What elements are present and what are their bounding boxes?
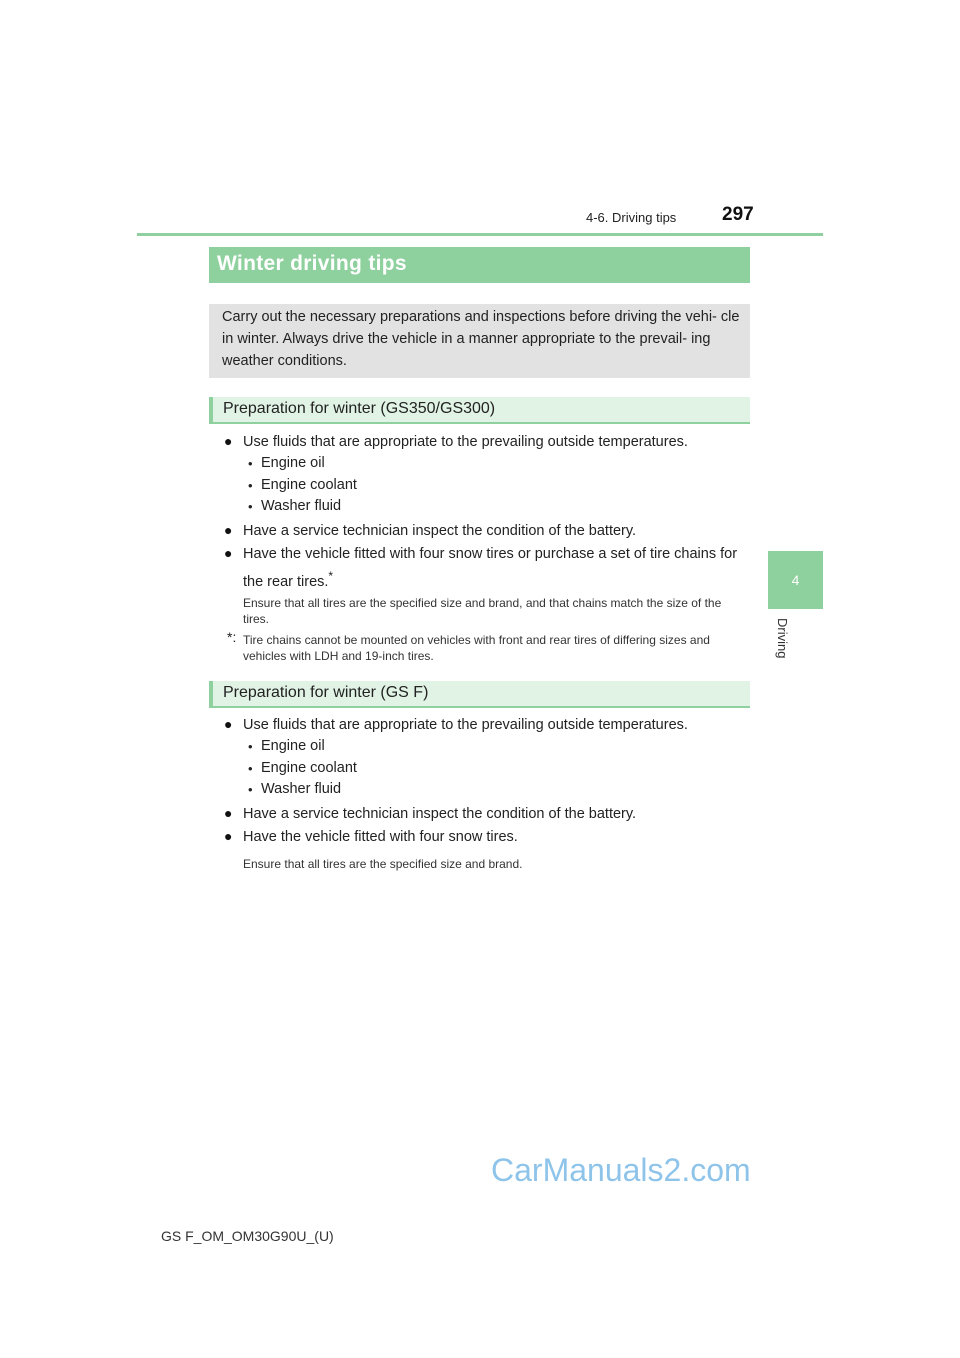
asterisk-mark: * bbox=[328, 569, 334, 583]
section2-note: Ensure that all tires are the specified size and brand. bbox=[243, 857, 523, 871]
section1-fluid-1: Engine oil bbox=[261, 455, 325, 471]
chapter-tab: 4 bbox=[768, 551, 823, 609]
section1-bullet3-line1: Have the vehicle fitted with four snow tires or purchase a set of tire chains for bbox=[243, 546, 738, 562]
section1-footnote: Tire chains cannot be mounted on vehicles with front and rear tires of differing sizes and vehicles with LDH and 19-inch tires. bbox=[243, 633, 710, 663]
page-title: Winter driving tips bbox=[217, 252, 407, 275]
section2-bullet3: Have the vehicle fitted with four snow tires. bbox=[243, 829, 518, 845]
header-section-title: 4-6. Driving tips bbox=[586, 210, 677, 225]
section2-bullet1: Use fluids that are appropriate to the prevailing outside temperatures. bbox=[243, 717, 688, 733]
watermark-logo: CarManuals2.com bbox=[491, 1152, 751, 1188]
section1-fluid-2: Engine coolant bbox=[261, 477, 357, 493]
dot-icon: • bbox=[248, 478, 253, 493]
section2-bullet2: Have a service technician inspect the condition of the battery. bbox=[243, 806, 637, 822]
bullet-icon: ● bbox=[224, 805, 233, 821]
dot-icon: • bbox=[248, 761, 253, 776]
bullet-icon: ● bbox=[224, 433, 233, 449]
bullet-icon: ● bbox=[224, 522, 233, 538]
footer-code: GS F_OM_OM30G90U_(U) bbox=[161, 1228, 334, 1244]
section1-bullet2: Have a service technician inspect the condition of the battery. bbox=[243, 523, 637, 539]
section2-fluid-1: Engine oil bbox=[261, 738, 325, 754]
section1-bullet3-line2 bbox=[243, 565, 333, 593]
section1-heading: Preparation for winter (GS350/GS300) bbox=[223, 400, 496, 417]
page-number: 297 bbox=[722, 204, 754, 225]
bullet-icon: ● bbox=[224, 828, 233, 844]
section1-fluid-3: Washer fluid bbox=[261, 498, 342, 514]
dot-icon: • bbox=[248, 782, 253, 797]
dot-icon: • bbox=[248, 499, 253, 514]
bullet-icon: ● bbox=[224, 716, 233, 732]
dot-icon: • bbox=[248, 456, 253, 471]
section2-fluid-3: Washer fluid bbox=[261, 781, 342, 797]
section2-fluid-2: Engine coolant bbox=[261, 760, 357, 776]
section1-bullet3-text: the rear tires. bbox=[243, 573, 329, 590]
bullet-icon: ● bbox=[224, 545, 233, 561]
section2-heading: Preparation for winter (GS F) bbox=[223, 684, 429, 701]
section1-note: Ensure that all tires are the specified size and brand, and that chains match the size of the tires. bbox=[243, 596, 722, 626]
dot-icon: • bbox=[248, 739, 253, 754]
intro-text: Carry out the necessary preparations and inspections before driving the vehi- cle in winter. Always drive the vehicle in a manner appropriate to the prevail- ing weather conditions. bbox=[222, 309, 740, 369]
chapter-label: Driving bbox=[775, 618, 790, 659]
header-rule bbox=[137, 233, 823, 236]
section1-bullet1: Use fluids that are appropriate to the prevailing outside temperatures. bbox=[243, 434, 688, 450]
footnote-mark: *: bbox=[227, 629, 237, 645]
